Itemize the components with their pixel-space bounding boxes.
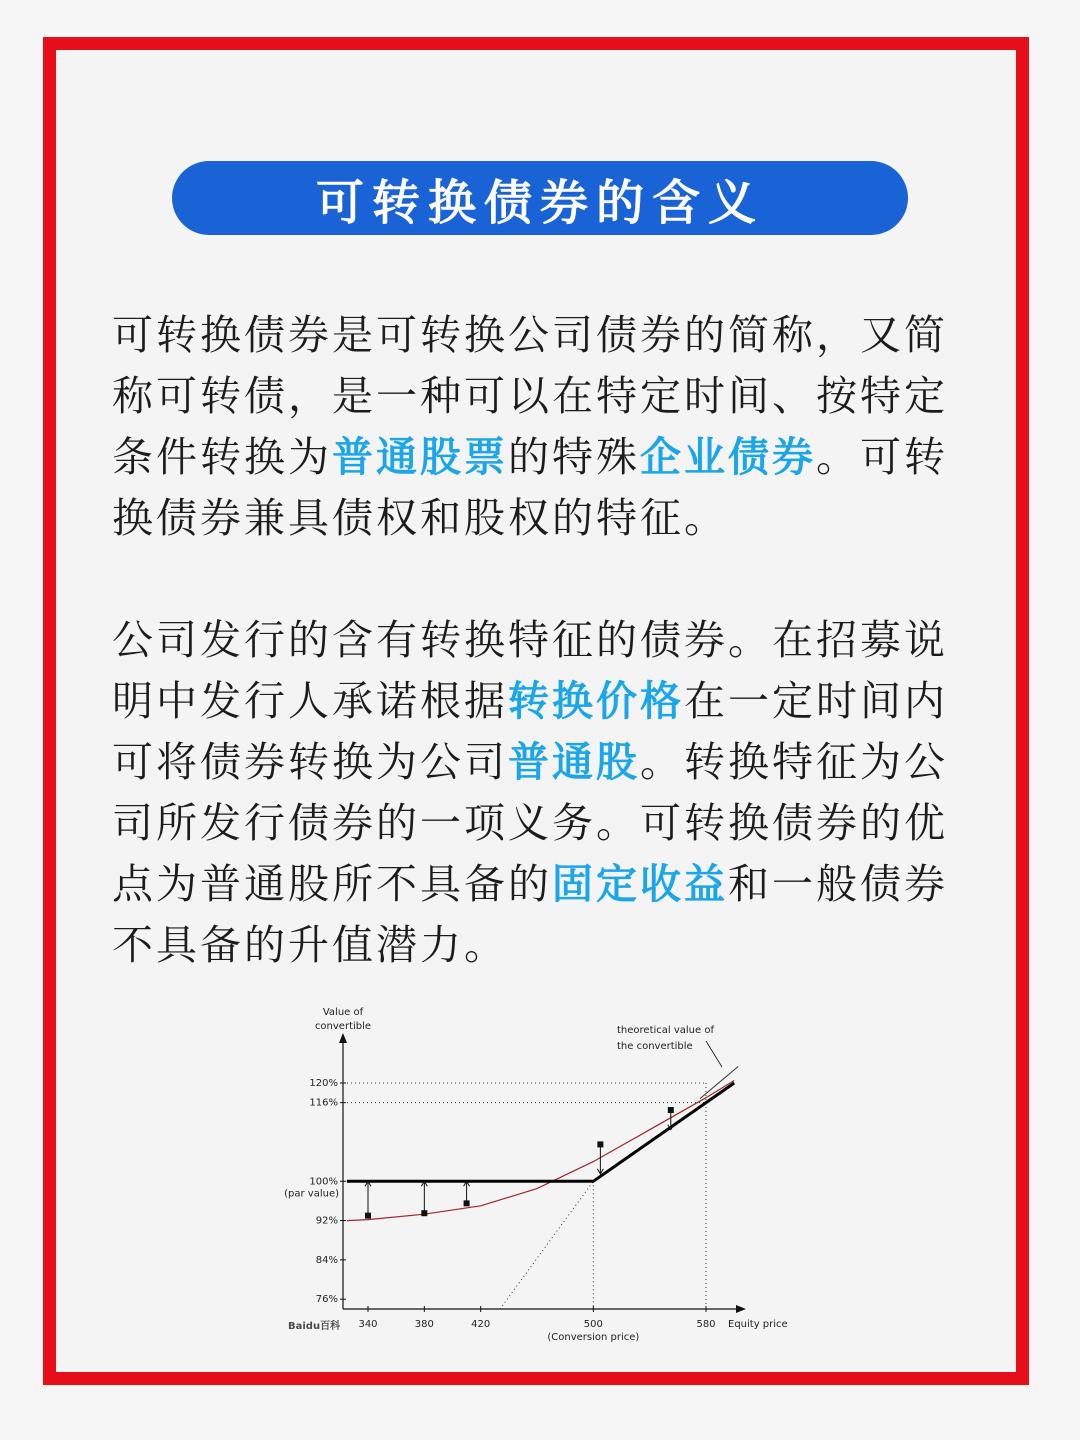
par-value-label: (par value) <box>284 1188 339 1200</box>
convertible-value-chart <box>270 995 810 1355</box>
highlight-term: 企业债券 <box>640 433 816 481</box>
x-tick-label: 340 <box>358 1319 378 1330</box>
highlight-term: 普通股票 <box>332 433 508 481</box>
x-tick-label: 420 <box>471 1319 491 1330</box>
y-tick-label: 92% <box>315 1215 338 1227</box>
paragraph-text: 和一般债券不具备的升值潜力。 <box>112 860 948 969</box>
y-axis-title-line: convertible <box>314 1021 372 1032</box>
highlight-term: 转换价格 <box>508 677 684 725</box>
paragraph-text: 在一定时间内可将债券转换为公司 <box>112 677 948 786</box>
paragraph-text: 可转换债券是可转换公司债券的简称，又简称可转债，是一种可以在特定时间、按特定条件转换为 <box>112 311 948 481</box>
y-tick-label: 116% <box>309 1097 338 1109</box>
series-floor-value <box>347 1083 734 1181</box>
paragraph-text: 公司发行的含有转换特征的债券。在招募说明中发行人承诺根据 <box>112 616 948 725</box>
paragraph-features <box>112 610 978 976</box>
y-tick-label: 76% <box>315 1294 338 1306</box>
annotation-pointer <box>706 1041 722 1067</box>
annotation-line: the convertible <box>617 1041 693 1052</box>
conversion-price-label: (Conversion price) <box>547 1332 640 1343</box>
series-theoretical-value <box>347 1081 734 1221</box>
paragraph-text: 的特殊 <box>508 433 640 481</box>
x-tick-label: 500 <box>583 1319 603 1330</box>
annotation-line: theoretical value of <box>617 1025 714 1036</box>
page-title: 可转换债券的含义 <box>172 161 908 235</box>
y-axis-title-line: Value of <box>322 1007 364 1018</box>
y-tick-label: 120% <box>309 1078 338 1089</box>
y-axis-arrow <box>339 1033 347 1043</box>
x-axis-title: Equity price <box>728 1319 788 1330</box>
baidu-watermark: Baidu百科 <box>288 1321 341 1332</box>
paragraph-text: 。可转换债券兼具债权和股权的特征。 <box>112 433 948 542</box>
highlight-term: 普通股 <box>508 738 640 786</box>
x-tick-label: 380 <box>414 1319 434 1330</box>
paragraph-text: 。转换特征为公司所发行债券的一项义务。可转换债券的优点为普通股所不具备的 <box>112 738 948 908</box>
x-tick-label: 580 <box>696 1319 716 1330</box>
paragraph-definition <box>112 305 978 549</box>
parity-line <box>500 1181 593 1309</box>
y-tick-label: 84% <box>315 1254 338 1266</box>
x-axis-arrow <box>736 1305 746 1313</box>
y-tick-label: 100% <box>309 1176 338 1188</box>
highlight-term: 固定收益 <box>552 860 728 908</box>
